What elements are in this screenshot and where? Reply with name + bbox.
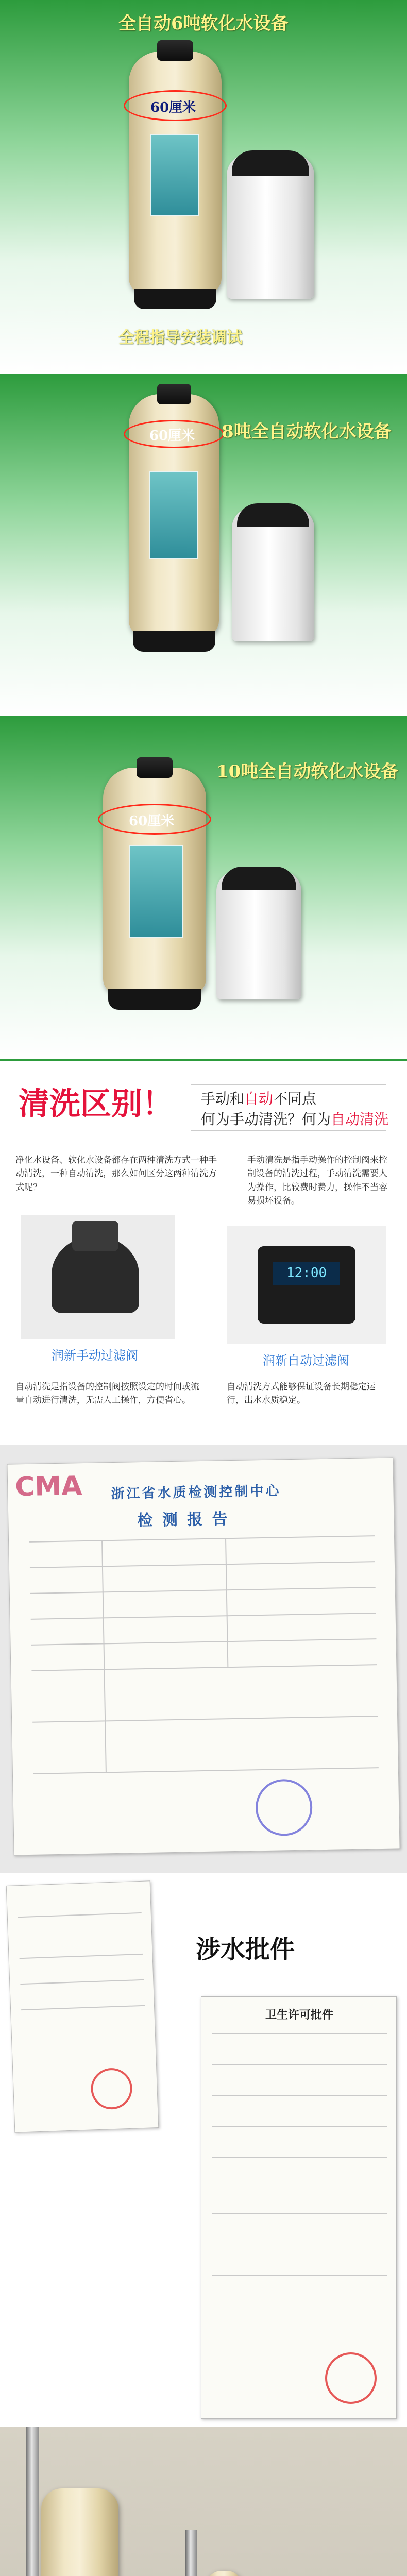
table-line [29, 1535, 375, 1543]
diameter-label: 60厘米 [149, 428, 195, 444]
table-line [32, 1716, 378, 1723]
control-valve-icon [157, 384, 191, 404]
tank-base [134, 289, 216, 309]
auto-valve-caption: 润新自动过滤阀 [263, 1353, 349, 1368]
table-line [101, 1540, 107, 1772]
manual-valve-caption: 润新手动过滤阀 [52, 1348, 138, 1363]
q2-text: 何为手动清洗？何为 [201, 1111, 331, 1128]
installed-tank [41, 2488, 118, 2576]
approval-doc-title: 卫生许可批件 [265, 2008, 333, 2022]
tank-label [150, 134, 199, 216]
approval-document-right [201, 1996, 397, 2419]
doc-line [212, 2275, 387, 2276]
table-line [30, 1561, 375, 1568]
doc-line [21, 2005, 145, 2010]
pipe [26, 2427, 39, 2576]
inspection-seal [255, 1778, 313, 1836]
doc-line [212, 2126, 387, 2127]
test-report-section [0, 1445, 407, 1873]
table-line [30, 1587, 376, 1594]
doc-line [212, 2157, 387, 2158]
product-caption: 8吨全自动软化水设备 [222, 421, 392, 442]
diameter-label: 60厘米 [150, 100, 196, 115]
tank-base [108, 989, 201, 1010]
brine-lid [237, 503, 309, 527]
official-seal [90, 2067, 133, 2110]
manual-valve-photo [21, 1215, 175, 1339]
product-caption: 10吨全自动软化水设备 [216, 761, 399, 782]
report-header: 浙江省水质检测控制中心 [111, 1483, 281, 1502]
brine-tank [232, 507, 314, 641]
auto-description: 自动清洗是指设备的控制阀按照设定的时间或流量自动进行清洗，无需人工操作，方便省心。 [15, 1382, 199, 1406]
pipe [185, 2530, 197, 2576]
cleaning-question-2 [201, 1108, 388, 1129]
q2-highlight: 自动清洗 [331, 1111, 389, 1128]
doc-line [212, 2033, 387, 2034]
manual-description: 手动清洗是指手动操作的控制阀来控制设备的清洗过程，手动清洗需要人为操作，比较费时费力，操作不当容易损坏设备。 [247, 1155, 387, 1207]
cleaning-question-1 [201, 1088, 316, 1108]
table-line [225, 1538, 228, 1667]
product-caption: 全自动6吨软化水设备 [118, 13, 289, 34]
control-valve-icon [137, 757, 173, 778]
report-title: 检 测 报 告 [137, 1510, 230, 1530]
approval-document-left [6, 1880, 159, 2132]
table-line [31, 1638, 377, 1646]
test-report-document [7, 1458, 400, 1856]
official-seal [325, 2352, 377, 2404]
q1-highlight: 自动 [244, 1090, 274, 1107]
cleaning-section [0, 1059, 407, 1445]
product-section-10t [0, 716, 407, 1059]
auto-benefit: 自动清洗方式能够保证设备长期稳定运行，出水水质稳定。 [227, 1382, 376, 1406]
doc-line [212, 2213, 387, 2214]
table-line [31, 1613, 376, 1620]
doc-line [18, 1912, 142, 1918]
doc-line [20, 1954, 143, 1959]
q1-text-end: 不同点 [273, 1090, 317, 1107]
product-section-8t [0, 374, 407, 716]
tank-label [129, 845, 183, 938]
auto-valve-icon [258, 1246, 355, 1324]
table-line [31, 1664, 377, 1671]
doc-line [212, 2064, 387, 2065]
tank-label [149, 471, 198, 559]
cleaning-title: 清洗区别！ [19, 1086, 173, 1122]
cma-mark: CMA [14, 1470, 82, 1503]
q1-text: 手动和 [201, 1090, 245, 1107]
install-photo-1 [0, 2427, 407, 2576]
auto-valve-display: 12:00 [273, 1262, 340, 1285]
install-caption: 全程指导安装调试 [118, 329, 242, 347]
brine-tank [227, 155, 314, 299]
table-line [33, 1767, 379, 1774]
small-tank [206, 2571, 242, 2576]
valve-handle [72, 1221, 118, 1251]
brine-lid [232, 150, 309, 176]
tank-base [133, 631, 215, 652]
diameter-label: 60厘米 [129, 814, 175, 829]
brine-lid [222, 867, 296, 890]
approval-section [0, 1873, 407, 2427]
doc-line [212, 2095, 387, 2096]
product-section-6t [0, 0, 407, 374]
doc-line [20, 1979, 144, 1985]
auto-valve-photo [227, 1226, 386, 1344]
approval-title: 涉水批件 [196, 1935, 295, 1964]
cleaning-intro: 净化水设备、软化水设备都存在两种清洗方式一种手动清洗，一种自动清洗，那么如何区分这两种清洗方式呢？ [15, 1155, 217, 1193]
control-valve-icon [157, 40, 193, 61]
